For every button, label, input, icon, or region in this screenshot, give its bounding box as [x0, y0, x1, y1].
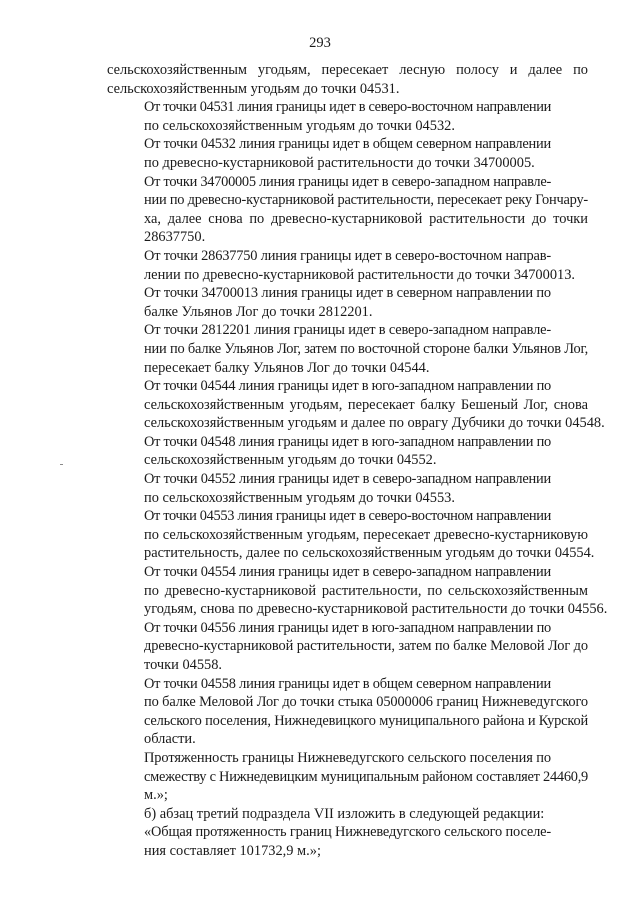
text-line: От точки 2812201 линия границы идет в северо-западном направле-	[144, 322, 551, 339]
text-line: по сельскохозяйственным угодьям, пересекает древесно-кустарниковую	[144, 526, 588, 543]
text-line: От точки 28637750 линия границы идет в северо-восточном направ-	[144, 247, 551, 264]
page-number: 293	[309, 35, 331, 51]
paragraph	[107, 563, 608, 619]
paragraph	[107, 619, 588, 675]
text-line: м.»;	[144, 787, 168, 804]
text-line: нии по древесно-кустарниковой растительности, пересекает реку Гончару-	[144, 192, 588, 209]
text-line: ха, далее снова по древесно-кустарниковой растительности до точки	[144, 210, 588, 227]
text-line: смежеству с Нижнедевицким муниципальным районом составляет 24460,9	[144, 768, 588, 785]
text-line: От точки 04532 линия границы идет в общем северном направлении	[144, 136, 551, 153]
paragraph	[107, 284, 588, 321]
paragraph	[107, 61, 588, 98]
text-line: растительность, далее по сельскохозяйственным угодьям до точки 04554.	[144, 545, 595, 562]
text-line: От точки 04548 линия границы идет в юго-западном направлении по	[144, 433, 551, 450]
text-line: От точки 04552 линия границы идет в северо-западном направлении	[144, 471, 551, 488]
text-line: лении по древесно-кустарниковой растительности до точки 34700013.	[144, 266, 576, 283]
text-line: От точки 04553 линия границы идет в северо-восточном направлении	[144, 508, 551, 525]
text-line: сельскохозяйственным угодьям и далее по оврагу Дубчики до точки 04548.	[144, 415, 605, 432]
text-line: От точки 04554 линия границы идет в северо-западном направлении	[144, 564, 551, 581]
text-line: по балке Меловой Лог до точки стыка 05000006 границ Нижневедугского	[144, 694, 588, 711]
text-line: по древесно-кустарниковой растительности до точки 34700005.	[144, 154, 535, 171]
paragraph	[107, 823, 588, 860]
text-line: угодьям, снова по древесно-кустарниковой растительности до точки 04556.	[144, 601, 608, 618]
text-line: древесно-кустарниковой растительности, затем по балке Меловой Лог до	[144, 638, 588, 655]
text-line: Протяженность границы Нижневедугского сельского поселения по	[144, 749, 551, 766]
paragraph	[107, 749, 588, 805]
text-line: по сельскохозяйственным угодьям до точки 04553.	[144, 489, 455, 506]
text-line: От точки 34700005 линия границы идет в северо-западном направле-	[144, 173, 551, 190]
text-line: нии по балке Ульянов Лог, затем по восточной стороне балки Ульянов Лог,	[144, 340, 588, 357]
text-line: сельскохозяйственным угодьям до точки 04552.	[144, 452, 437, 469]
text-line: сельскохозяйственным угодьям, пересекает балку Бешеный Лог, снова	[144, 396, 588, 413]
text-line: От точки 04558 линия границы идет в общем северном направлении	[144, 675, 551, 692]
paragraph	[107, 433, 588, 470]
paragraph	[107, 135, 588, 172]
paragraph	[107, 675, 588, 749]
text-line: точки 04558.	[144, 657, 223, 673]
text-line: «Общая протяженность границ Нижневедугского сельского поселе-	[144, 824, 551, 841]
margin-mark	[60, 464, 63, 465]
paragraph	[107, 247, 588, 284]
document-body	[107, 61, 608, 861]
text-line: От точки 04531 линия границы идет в северо-восточном направлении	[144, 99, 551, 116]
text-line: сельскохозяйственным угодьям до точки 04531.	[107, 80, 400, 97]
text-line: сельскохозяйственным угодьям, пересекает лесную полосу и далее по	[107, 62, 588, 78]
paragraph	[107, 377, 605, 433]
paragraph	[107, 321, 588, 377]
text-line: От точки 04556 линия границы идет в юго-западном направлении по	[144, 619, 551, 636]
text-line: по древесно-кустарниковой растительности, по сельскохозяйственным	[144, 582, 588, 599]
paragraph	[107, 470, 588, 507]
text-line: пересекает балку Ульянов Лог до точки 04544.	[144, 359, 430, 376]
text-line: 28637750.	[144, 229, 206, 246]
paragraph	[107, 805, 588, 824]
text-line: От точки 34700013 линия границы идет в северном направлении по	[144, 285, 551, 302]
text-line: От точки 04544 линия границы идет в юго-западном направлении по	[144, 378, 551, 395]
text-line: области.	[144, 731, 196, 748]
text-line: по сельскохозяйственным угодьям до точки 04532.	[144, 117, 455, 134]
text-line: б) абзац третий подраздела VII изложить в следующей редакции:	[144, 805, 545, 822]
paragraph	[107, 507, 595, 563]
text-line: сельского поселения, Нижнедевицкого муниципального района и Курской	[144, 712, 588, 729]
text-line: ния составляет 101732,9 м.»;	[144, 842, 321, 859]
text-line: балке Ульянов Лог до точки 2812201.	[144, 303, 373, 320]
paragraph	[107, 173, 588, 247]
paragraph	[107, 98, 588, 135]
